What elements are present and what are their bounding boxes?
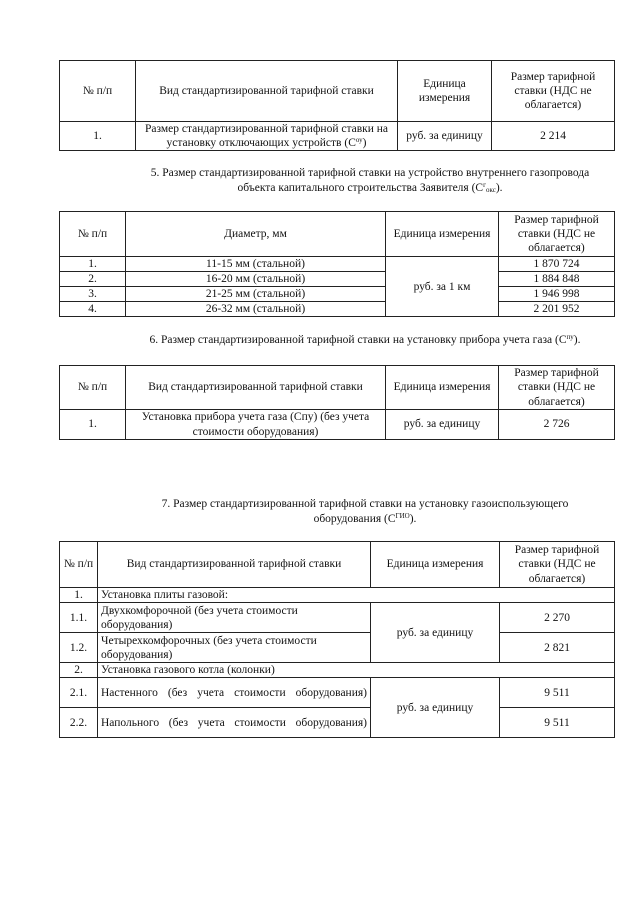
table-gas-meter (59, 365, 615, 440)
row-diameter: 11-15 мм (стальной) (126, 257, 386, 272)
row-value: 2 214 (492, 122, 615, 151)
header-rate-type: Вид стандартизированной тарифной ставки (136, 61, 398, 122)
row-name: Напольного (без учета стоимости оборудования) (98, 708, 371, 738)
header-number: № п/п (60, 366, 126, 410)
table-row (60, 708, 615, 738)
table-header-row (60, 212, 615, 257)
header-rate-size: Размер тарифной ставки (НДС не облагается) (499, 366, 615, 410)
section-5-title: 5. Размер стандартизированной тарифной ставки на устройство внутреннего газопровода объекта капитального строительства Заявителя $(С^г_{окс})$. (150, 167, 590, 194)
table-group-row (60, 588, 615, 603)
table-row (60, 678, 615, 708)
row-value: 2 726 (499, 410, 615, 440)
row-number: 1. (60, 257, 126, 272)
table-row (60, 410, 615, 440)
table-row (60, 287, 615, 302)
row-diameter: 21-25 мм (стальной) (126, 287, 386, 302)
row-value: 2 821 (500, 633, 615, 663)
table-disconnect-devices (59, 60, 615, 151)
section-6-title: 6. Размер стандартизированной тарифной ставки на установку прибора учета газа $(С^{пу})$. (149, 333, 581, 346)
row-value: 2 201 952 (499, 302, 615, 317)
header-number: № п/п (60, 212, 126, 257)
row-number: 1. (60, 410, 126, 440)
header-unit: Единица измерения (398, 61, 492, 122)
row-number: 1. (60, 122, 136, 151)
header-rate-size: Размер тарифной ставки (НДС не облагается) (499, 212, 615, 257)
row-value: 2 270 (500, 603, 615, 633)
row-number: 4. (60, 302, 126, 317)
row-unit: руб. за единицу (371, 603, 500, 663)
row-value: 9 511 (500, 678, 615, 708)
table-row (60, 272, 615, 287)
row-name: Двухкомфорочной (без учета стоимости оборудования) (98, 603, 371, 633)
header-rate-size: Размер тарифной ставки (НДС не облагается) (500, 542, 615, 588)
table-header-row (60, 542, 615, 588)
header-rate-type: Вид стандартизированной тарифной ставки (126, 366, 386, 410)
row-number: 3. (60, 287, 126, 302)
row-number: 1.1. (60, 603, 98, 633)
row-number: 2.2. (60, 708, 98, 738)
row-unit: руб. за единицу (371, 678, 500, 738)
table-group-row (60, 663, 615, 678)
table-row (60, 257, 615, 272)
header-number: № п/п (60, 542, 98, 588)
row-name: Установка прибора учета газа (Спу) (без учета стоимости оборудования) (126, 410, 386, 440)
table-row (60, 122, 615, 151)
group-title: Установка газового котла (колонки) (98, 663, 615, 678)
section-7-title: 7. Размер стандартизированной тарифной ставки на установку газоиспользующего оборудования $(С^{ГИО})$. (161, 498, 569, 525)
group-number: 1. (60, 588, 98, 603)
table-internal-gas-pipeline (59, 211, 615, 317)
row-name: Настенного (без учета стоимости оборудования) (98, 678, 371, 708)
header-unit: Единица измерения (386, 212, 499, 257)
row-value: 1 870 724 (499, 257, 615, 272)
row-name: Четырехкомфорочных (без учета стоимости оборудования) (98, 633, 371, 663)
header-unit: Единица измерения (371, 542, 500, 588)
header-number: № п/п (60, 61, 136, 122)
table-gas-equipment (59, 541, 615, 738)
row-value: 1 946 998 (499, 287, 615, 302)
row-unit: руб. за 1 км (386, 257, 499, 317)
header-rate-size: Размер тарифной ставки (НДС не облагается) (492, 61, 615, 122)
table-row (60, 302, 615, 317)
header-unit: Единица измерения (386, 366, 499, 410)
header-diameter: Диаметр, мм (126, 212, 386, 257)
row-diameter: 26-32 мм (стальной) (126, 302, 386, 317)
table-row (60, 603, 615, 633)
row-number: 1.2. (60, 633, 98, 663)
row-value: 9 511 (500, 708, 615, 738)
row-unit: руб. за единицу (398, 122, 492, 151)
row-number: 2.1. (60, 678, 98, 708)
group-title: Установка плиты газовой: (98, 588, 615, 603)
table-header-row (60, 61, 615, 122)
row-name: Размер стандартизированной тарифной ставки на установку отключающих устройств $(С^{оу})$ (136, 122, 398, 151)
row-number: 2. (60, 272, 126, 287)
header-rate-type: Вид стандартизированной тарифной ставки (98, 542, 371, 588)
table-row (60, 633, 615, 663)
row-diameter: 16-20 мм (стальной) (126, 272, 386, 287)
row-unit: руб. за единицу (386, 410, 499, 440)
row-value: 1 884 848 (499, 272, 615, 287)
group-number: 2. (60, 663, 98, 678)
table-header-row (60, 366, 615, 410)
